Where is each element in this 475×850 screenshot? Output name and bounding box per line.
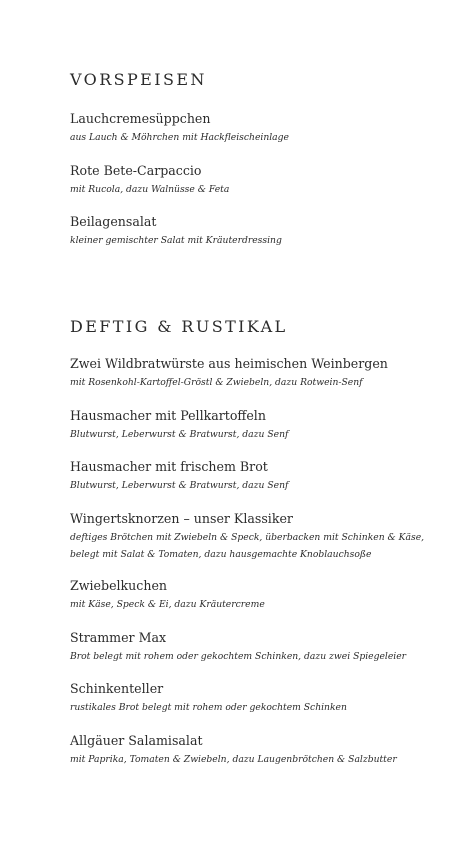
dish-name: Zwiebelkuchen (70, 578, 168, 593)
dish-description: aus Lauch & Möhrchen mit Hackfleischeinlage (70, 132, 289, 143)
dish-name: Allgäuer Salamisalat (70, 733, 203, 748)
dish-name: Wingertsknorzen – unser Klassiker (70, 511, 293, 526)
dish-wildbratwuerste (70, 356, 470, 391)
dish-description: Blutwurst, Leberwurst & Bratwurst, dazu Senf (70, 480, 289, 491)
dish-name: Rote Bete-Carpaccio (70, 163, 202, 178)
dish-description: rustikales Brot belegt mit rohem oder gekochtem Schinken (70, 702, 347, 713)
section-title-vorspeisen: VORSPEISEN (70, 70, 207, 89)
dish-description: deftiges Brötchen mit Zwiebeln & Speck, überbacken mit Schinken & Käse, (70, 532, 425, 543)
dish-name: Hausmacher mit frischem Brot (70, 459, 268, 474)
dish-description: mit Rucola, dazu Walnüsse & Feta (70, 184, 230, 195)
dish-lauchcremesueppchen (70, 111, 470, 146)
dish-hausmacher-brot (70, 459, 470, 494)
dish-allgaeuer-salamisalat (70, 733, 470, 768)
dish-zwiebelkuchen (70, 578, 470, 613)
dish-wingertsknorzen (70, 511, 470, 563)
dish-description: mit Paprika, Tomaten & Zwiebeln, dazu Laugenbrötchen & Salzbutter (70, 754, 397, 765)
dish-strammer-max (70, 630, 470, 665)
dish-description: mit Käse, Speck & Ei, dazu Kräutercreme (70, 599, 265, 610)
dish-name: Schinkenteller (70, 681, 164, 696)
dish-name: Hausmacher mit Pellkartoffeln (70, 408, 266, 423)
dish-name: Lauchcremesüppchen (70, 111, 211, 126)
dish-name: Beilagensalat (70, 214, 157, 229)
dish-beilagensalat (70, 214, 470, 249)
dish-schinkenteller (70, 681, 470, 716)
dish-description: Blutwurst, Leberwurst & Bratwurst, dazu Senf (70, 429, 289, 440)
section-title-deftig-rustikal: DEFTIG & RUSTIKAL (70, 317, 288, 336)
dish-description: kleiner gemischter Salat mit Kräuterdressing (70, 235, 282, 246)
dish-description: Brot belegt mit rohem oder gekochtem Schinken, dazu zwei Spiegeleier (70, 651, 407, 662)
dish-rote-bete-carpaccio (70, 163, 470, 198)
dish-name: Strammer Max (70, 630, 167, 645)
dish-hausmacher-pellkartoffeln (70, 408, 470, 443)
dish-name: Zwei Wildbratwürste aus heimischen Weinbergen (70, 356, 388, 371)
dish-description-line-2: belegt mit Salat & Tomaten, dazu hausgemachte Knoblauchsoße (70, 549, 372, 560)
dish-description: mit Rosenkohl-Kartoffel-Gröstl & Zwiebeln, dazu Rotwein-Senf (70, 377, 363, 388)
